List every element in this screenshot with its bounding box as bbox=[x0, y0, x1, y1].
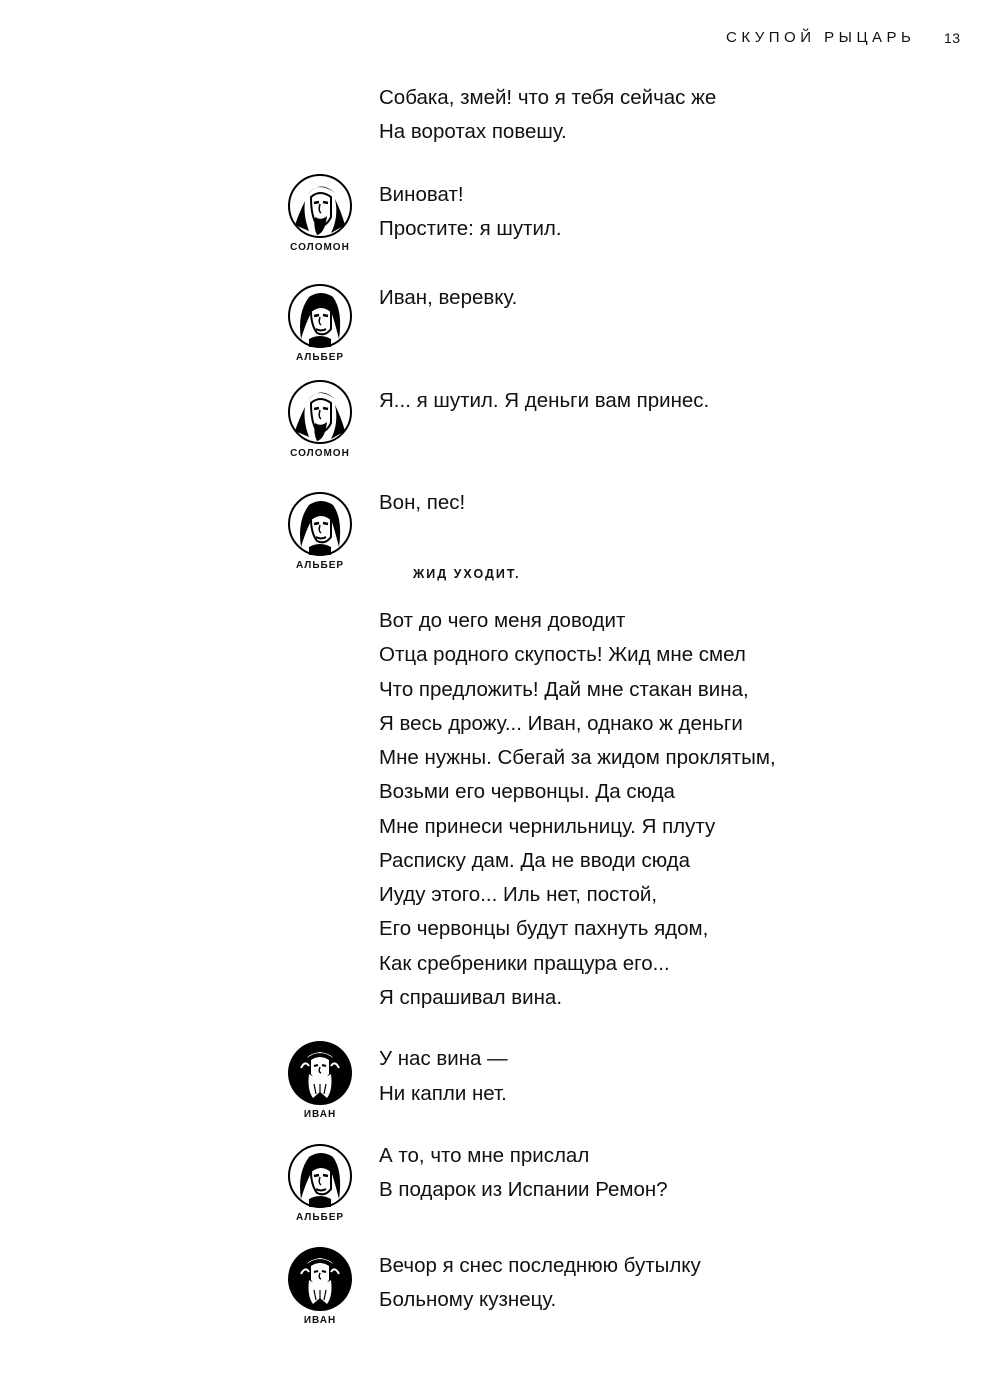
verse-line: Его червонцы будут пахнуть ядом, bbox=[379, 917, 709, 940]
verse-line: Расписку дам. Да не вводи сюда bbox=[379, 849, 690, 872]
verse-line: Что предложить! Дай мне стакан вина, bbox=[379, 678, 749, 701]
verse-line: А то, что мне прислал bbox=[379, 1144, 590, 1167]
speaker-alber bbox=[285, 283, 355, 363]
running-header-title: СКУПОЙ РЫЦАРЬ bbox=[726, 29, 916, 46]
verse-line: Больному кузнецу. bbox=[379, 1288, 557, 1311]
verse-line: Собака, змей! что я тебя сейчас же bbox=[379, 86, 717, 109]
verse-line: Как сребреники пращура его... bbox=[379, 952, 670, 975]
verse-line: Вон, пес! bbox=[379, 491, 466, 514]
solomon-portrait-icon bbox=[287, 173, 353, 239]
verse-line: Я... я шутил. Я деньги вам принес. bbox=[379, 389, 710, 412]
verse-line: У нас вина — bbox=[379, 1047, 508, 1070]
verse-line: Ни капли нет. bbox=[379, 1082, 507, 1105]
stage-direction: ЖИД УХОДИТ. bbox=[413, 567, 521, 581]
speaker-name: ИВАН bbox=[303, 1315, 337, 1326]
speaker-name: АЛЬБЕР bbox=[295, 560, 345, 571]
verse-line: Мне нужны. Сбегай за жидом проклятым, bbox=[379, 746, 776, 769]
ivan-portrait-icon bbox=[287, 1246, 353, 1312]
alber-portrait-icon bbox=[287, 491, 353, 557]
speaker-name: АЛЬБЕР bbox=[295, 1212, 345, 1223]
verse-line: Иуду этого... Иль нет, постой, bbox=[379, 883, 658, 906]
speaker-alber bbox=[285, 1143, 355, 1223]
verse-line: Вот до чего меня доводит bbox=[379, 609, 626, 632]
verse-line: Иван, веревку. bbox=[379, 286, 518, 309]
verse-line: Возьми его червонцы. Да сюда bbox=[379, 780, 675, 803]
verse-line: Я весь дрожу... Иван, однако ж деньги bbox=[379, 712, 743, 735]
speaker-name: СОЛОМОН bbox=[290, 448, 350, 459]
speaker-ivan bbox=[285, 1040, 355, 1120]
speaker-ivan bbox=[285, 1246, 355, 1326]
verse-line: В подарок из Испании Ремон? bbox=[379, 1178, 668, 1201]
page-number: 13 bbox=[944, 30, 961, 46]
verse-line: Виноват! bbox=[379, 183, 464, 206]
speaker-name: ИВАН bbox=[303, 1109, 337, 1120]
verse-line: Мне принеси чернильницу. Я плуту bbox=[379, 815, 716, 838]
verse-line: Я спрашивал вина. bbox=[379, 986, 563, 1009]
verse-line: На воротах повешу. bbox=[379, 120, 567, 143]
alber-portrait-icon bbox=[287, 283, 353, 349]
verse-line: Простите: я шутил. bbox=[379, 217, 562, 240]
speaker-name: СОЛОМОН bbox=[290, 242, 350, 253]
solomon-portrait-icon bbox=[287, 379, 353, 445]
ivan-portrait-icon bbox=[287, 1040, 353, 1106]
speaker-solomon bbox=[285, 379, 355, 459]
alber-portrait-icon bbox=[287, 1143, 353, 1209]
speaker-alber bbox=[285, 491, 355, 571]
verse-line: Отца родного скупость! Жид мне смел bbox=[379, 643, 746, 666]
speaker-name: АЛЬБЕР bbox=[295, 352, 345, 363]
speaker-solomon bbox=[285, 173, 355, 253]
verse-line: Вечор я снес последнюю бутылку bbox=[379, 1254, 701, 1277]
